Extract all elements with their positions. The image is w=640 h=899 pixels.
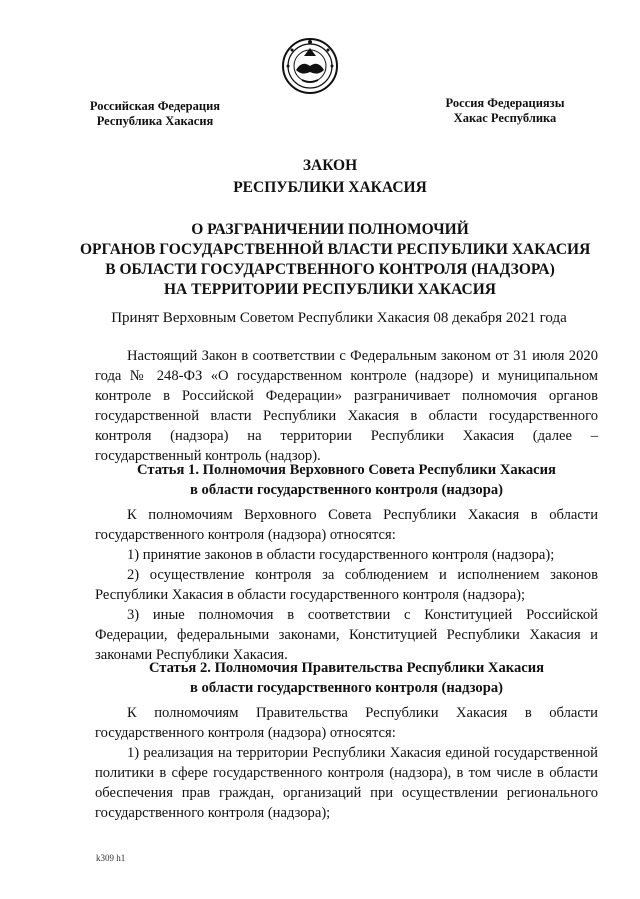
article-1-body — [95, 505, 598, 665]
article-2-heading-line1: Статья 2. Полномочия Правительства Республики Хакасия — [148, 660, 545, 676]
header-right-line2: Хакас Республика — [453, 111, 557, 125]
article-2-item: 1) реализация на территории Республики Хакасия единой государственной политики в сфере государственного контроля (надзора), в том числе в области обеспечения прав граждан, организаций при осуществлении регионального государственного контроля (надзора); — [95, 745, 598, 821]
coat-of-arms-icon — [280, 36, 340, 96]
article-1-lead: К полномочиям Верховного Совета Республики Хакасия в области государственного контроля (надзора) относятся: — [95, 507, 598, 543]
article-1-item: 3) иные полномочия в соответствии с Конституцией Российской Федерации, федеральными законами, Конституцией Республики Хакасия и законами Республики Хакасия. — [95, 607, 598, 663]
law-name-line3: В ОБЛАСТИ ГОСУДАРСТВЕННОГО КОНТРОЛЯ (НАДЗОРА) — [105, 261, 555, 278]
article-1-item: 2) осуществление контроля за соблюдением и исполнением законов Республики Хакасия в области государственного контроля (надзора); — [95, 567, 598, 603]
header-left-line1: Российская Федерация — [89, 99, 221, 113]
header-left-block — [80, 99, 230, 129]
intro-paragraph: Настоящий Закон в соответствии с Федеральным законом от 31 июля 2020 года № 248-ФЗ «О государственном контроле (надзоре) и муниципальном контроле в Российской Федерации» разграничивает полномочия органов государственной власти Республики Хакасия в области государственного контроля (надзора) на территории Республики Хакасия (далее – государственный контроль (надзор). — [95, 348, 598, 464]
law-name — [80, 220, 591, 300]
article-1-heading-line2: в области государственного контроля (надзора) — [190, 482, 503, 498]
header-right-line1: Россия Федерациязы — [445, 96, 565, 110]
article-1-item: 1) принятие законов в области государственного контроля (надзора); — [127, 547, 555, 563]
article-2-heading — [95, 658, 598, 698]
law-name-line2: ОРГАНОВ ГОСУДАРСТВЕННОЙ ВЛАСТИ РЕСПУБЛИКИ ХАКАСИЯ — [80, 241, 591, 258]
law-name-line1: О РАЗГРАНИЧЕНИИ ПОЛНОМОЧИЙ — [191, 221, 469, 238]
law-title — [80, 155, 580, 199]
header-right-block — [430, 96, 580, 126]
law-title-line2: РЕСПУБЛИКИ ХАКАСИЯ — [233, 179, 427, 196]
article-1-heading — [95, 460, 598, 500]
header-left-line2: Республика Хакасия — [96, 114, 214, 128]
article-2-body — [95, 703, 598, 823]
law-name-line4: НА ТЕРРИТОРИИ РЕСПУБЛИКИ ХАКАСИЯ — [163, 281, 496, 298]
footer-document-code: k309 h1 — [96, 853, 126, 863]
article-2-lead: К полномочиям Правительства Республики Хакасия в области государственного контроля (надзора) относятся: — [95, 705, 598, 741]
article-1-heading-line1: Статья 1. Полномочия Верховного Совета Республики Хакасия — [137, 462, 556, 478]
intro-section — [95, 346, 598, 466]
law-title-line1: ЗАКОН — [302, 157, 358, 174]
adoption-note: Принят Верховным Советом Республики Хакасия 08 декабря 2021 года — [111, 310, 567, 326]
article-2-heading-line2: в области государственного контроля (надзора) — [190, 680, 503, 696]
